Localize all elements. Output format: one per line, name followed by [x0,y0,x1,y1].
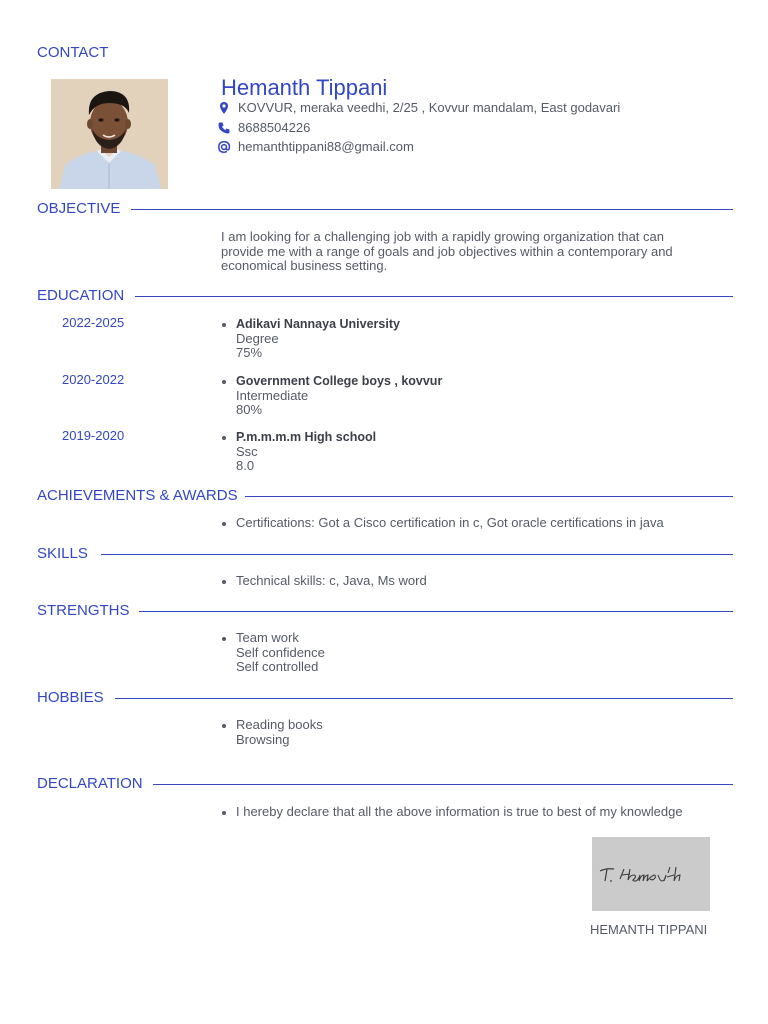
strength-item: Self confidence [236,644,325,660]
score: 75% [236,345,263,360]
score: 80% [236,402,263,417]
education-year: 2019-2020 [62,428,125,443]
hobby-item: Reading books [236,717,323,732]
address-row [217,100,620,116]
school-name: Adikavi Nannaya University [236,317,400,331]
strengths-divider [139,611,733,612]
strengths-entry [236,631,325,675]
objective-heading: OBJECTIVE [37,200,121,217]
strengths-heading: STRENGTHS [37,602,130,619]
hobbies-divider [115,698,733,699]
signature-image [592,837,710,911]
education-entry [236,317,400,361]
email-text: hemanthtippani88@gmail.com [238,139,414,154]
achievements-entry [236,516,664,531]
skills-text: Technical skills: c, Java, Ms word [236,573,427,588]
strength-item: Team work [236,630,299,645]
score: 8.0 [236,458,255,473]
school-name: P.m.m.m.m High school [236,430,377,444]
hobbies-entry [236,718,323,747]
objective-divider [131,209,733,210]
declaration-entry [236,805,683,820]
email-row [217,139,414,155]
education-year: 2020-2022 [62,372,125,387]
education-entry [236,374,442,418]
achievements-heading: ACHIEVEMENTS & AWARDS [37,487,238,504]
objective-text: I am looking for a challenging job with a rapidly growing organization that can provide me with a range of goals and job objectives within a contemporary and economical business setting. [221,229,673,273]
profile-photo [51,79,168,189]
declaration-text: I hereby declare that all the above information is true to best of my knowledge [236,804,683,819]
course-name: Ssc [236,443,258,459]
education-heading: EDUCATION [37,287,125,304]
skills-entry [236,574,427,589]
education-entry [236,430,376,474]
achievements-text: Certifications: Got a Cisco certification in c, Got oracle certifications in java [236,515,664,530]
address-text: KOVVUR, meraka veedhi, 2/25 , Kovvur mandalam, East godavari [238,100,621,115]
contact-heading: CONTACT [37,44,109,61]
at-sign-icon [217,140,231,154]
course-name: Degree [236,330,279,346]
declaration-divider [153,784,733,785]
location-pin-icon [217,101,231,115]
skills-heading: SKILLS [37,545,88,562]
hobby-item: Browsing [236,731,290,747]
phone-row [217,120,310,136]
declaration-heading: DECLARATION [37,775,143,792]
education-year: 2022-2025 [62,315,125,330]
skills-divider [101,554,733,555]
phone-icon [217,121,231,135]
education-divider [135,296,733,297]
phone-text: 8688504226 [238,120,311,135]
hobbies-heading: HOBBIES [37,689,104,706]
signer-name: HEMANTH TIPPANI [590,922,708,937]
school-name: Government College boys , kovvur [236,374,443,388]
strength-item: Self controlled [236,659,319,674]
course-name: Intermediate [236,387,309,403]
candidate-name: Hemanth Tippani [221,75,388,100]
achievements-divider [245,496,733,497]
